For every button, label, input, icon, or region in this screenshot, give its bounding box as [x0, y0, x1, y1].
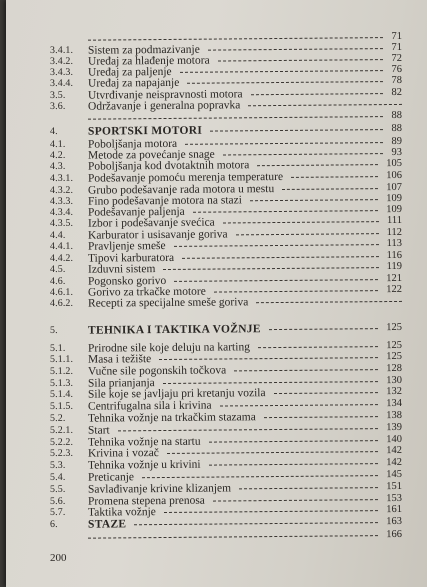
- toc-entry-number: 5.1.2.: [49, 365, 74, 377]
- toc-leader-dashes: [210, 129, 383, 132]
- toc-entry-title: Masa i težište: [87, 353, 152, 366]
- toc-entry-title: Vučne sile pogonskih točkova: [87, 364, 227, 378]
- toc-entry-title: Izbor i podešavanje svećica: [87, 216, 215, 230]
- toc-leader-dashes: [182, 256, 379, 259]
- page-number: 200: [50, 552, 67, 564]
- toc-entry-title: Recepti za specijalne smeše goriva: [87, 296, 249, 310]
- toc-entry-number: 5.2.1.: [49, 424, 74, 436]
- toc-entry-page: 166: [386, 528, 403, 541]
- toc-entry-title: Utvrđivanje neispravnosti motora: [87, 88, 243, 102]
- toc-leader-dashes: [220, 404, 378, 406]
- toc-entry-page: 105: [386, 157, 403, 170]
- toc-entry-number: 5.5.: [49, 483, 66, 495]
- toc-entry-title: Gorivo za trkačke motore: [87, 285, 206, 299]
- toc-entry-title: Grubo podešavanje rada motora u mestu: [87, 183, 275, 197]
- toc-leader-dashes: [88, 37, 383, 41]
- toc-leader-dashes: [223, 153, 383, 155]
- toc-entry-page: 113: [386, 237, 403, 250]
- toc-entry-number: 5.4.: [49, 471, 66, 483]
- toc-leader-dashes: [234, 369, 378, 371]
- toc-entry-page: 125: [386, 321, 403, 334]
- toc-entry-number: 6.: [49, 518, 58, 530]
- toc-entry-number: 3.5.: [49, 89, 66, 101]
- toc-section-heading: [50, 321, 402, 338]
- toc-entry-title: TEHNIKA I TAKTIKA VOŽNJE: [87, 323, 261, 337]
- toc-leader-dashes: [257, 164, 378, 166]
- toc-entry-page: 142: [386, 456, 403, 469]
- toc-entry-title: Tehnika vožnje na startu: [87, 435, 201, 449]
- toc-entry-page: 122: [386, 283, 403, 296]
- toc-entry-page: 119: [386, 260, 403, 273]
- toc-entry-number: 5.1.5.: [49, 400, 74, 412]
- toc-entry-page: 142: [386, 444, 403, 457]
- toc-leader-dashes: [269, 328, 378, 330]
- toc-entry-title: Preticanje: [87, 471, 135, 484]
- toc-leader-dashes: [185, 142, 383, 145]
- toc-entry-number: 4.3.1.: [49, 172, 74, 184]
- toc-leader-dashes: [218, 59, 383, 61]
- toc-entry-title: SPORTSKI MOTORI: [87, 124, 203, 138]
- toc-leader-dashes: [282, 188, 378, 190]
- toc-entry-number: 4.6.: [49, 275, 66, 287]
- toc-entry-number: 3.4.4.: [49, 77, 74, 89]
- toc-entry-page: 140: [386, 433, 403, 446]
- toc-leader-dashes: [239, 487, 378, 489]
- toc-leader-dashes: [291, 176, 378, 178]
- toc-entry-page: 111: [386, 214, 403, 227]
- toc-entry-number: 5.3.: [49, 459, 66, 471]
- toc-entry-number: 5.1.: [49, 342, 66, 354]
- toc-leader-dashes: [213, 499, 378, 501]
- toc-entry-page: 145: [386, 468, 403, 481]
- toc-entry-page: 139: [386, 421, 403, 434]
- toc-entry-title: Pravljenje smeše: [87, 239, 166, 253]
- toc-entry-page: 82: [391, 86, 403, 99]
- toc-entry-page: 161: [386, 503, 403, 516]
- toc-entry-title: Fino podešavanje motora na stazi: [87, 194, 242, 208]
- toc-leader-dashes: [88, 116, 383, 120]
- toc-entry-page: 130: [386, 374, 403, 387]
- toc-entry-page: 125: [386, 350, 403, 363]
- toc-entry-page: 125: [386, 339, 403, 352]
- toc-entry-page: 106: [386, 169, 403, 182]
- toc-entry-number: 4.4.2.: [49, 252, 74, 264]
- toc-leader-dashes: [164, 510, 378, 513]
- toc-entry-page: 109: [386, 203, 403, 216]
- toc-entry-title: Poboljšanja kod dvotaktnih motora: [87, 159, 250, 173]
- toc-leader-dashes: [193, 210, 378, 213]
- toc-entry-page: 93: [391, 146, 403, 159]
- toc-leader-dashes: [174, 279, 378, 282]
- toc-entry-number: 4.: [49, 125, 58, 137]
- toc-entry-title: Taktika vožnje: [87, 506, 156, 519]
- toc-entry-page: 128: [386, 362, 403, 375]
- toc-entry-number: 5.7.: [49, 506, 66, 518]
- toc-entry-number: 5.1.1.: [49, 353, 74, 365]
- toc-entry-page: 71: [391, 41, 403, 54]
- toc-leader-dashes: [174, 244, 379, 247]
- toc-entry-title: Start: [87, 424, 110, 437]
- toc-entry-title: Tipovi karburatora: [87, 251, 175, 265]
- toc-entry-number: 3.6.: [49, 100, 66, 112]
- toc-entry-page: 78: [391, 74, 403, 87]
- toc-entry-number: 3.4.3.: [49, 66, 74, 78]
- toc-entry-number: 4.4.1.: [49, 240, 74, 252]
- toc-entry-page: 88: [391, 109, 403, 122]
- toc-entry-title: Prirodne sile koje deluju na karting: [87, 341, 250, 355]
- toc-entry-number: 3.4.2.: [49, 55, 74, 67]
- toc-entry-title: Metode za povećanje snage: [87, 148, 215, 162]
- toc-entry-number: 4.2.: [49, 149, 66, 161]
- toc-leader-dashes: [274, 392, 378, 394]
- toc-entry-title: Poboljšanja motora: [87, 137, 178, 151]
- toc-leader-dashes: [208, 48, 383, 51]
- toc-leader-dashes: [118, 428, 378, 431]
- toc-entry-page: 116: [386, 249, 403, 262]
- toc-leader-dashes: [180, 70, 383, 73]
- toc-entry-title: Centrifugalna sila i krivina: [87, 399, 212, 413]
- toc-entry-number: 4.3.5.: [49, 217, 74, 229]
- toc-leader-dashes: [167, 451, 378, 454]
- toc-entry-title: Savlađivanje krivine klizanjem: [87, 482, 232, 496]
- toc-entry-number: 4.6.1.: [49, 286, 74, 298]
- toc-leader-dashes: [264, 416, 378, 418]
- toc-leader-dashes: [142, 475, 378, 478]
- toc-leader-dashes: [209, 440, 378, 442]
- toc-entry-title: Pogonsko gorivo: [87, 274, 167, 288]
- toc-entry-page: 72: [391, 52, 403, 65]
- toc-entry-number: 4.5.: [49, 263, 66, 275]
- toc-entry-title: Krivina i vozač: [87, 447, 159, 460]
- toc-entry: [50, 528, 402, 545]
- toc-entry-number: 5.2.: [49, 412, 66, 424]
- toc-leader-dashes: [214, 290, 378, 292]
- toc-entry-page: 76: [391, 63, 403, 76]
- toc-entry: [50, 294, 402, 311]
- toc-entry-title: Tehnika vožnje u krivini: [87, 458, 201, 472]
- toc-entry-number: 5.: [49, 324, 58, 336]
- toc-leader-dashes: [250, 199, 378, 201]
- toc-entry-number: 5.2.2.: [49, 436, 74, 448]
- toc-entry-page: 121: [386, 272, 403, 285]
- toc-entry-title: Sile koje se javljaju pri kretanju vozila: [87, 387, 266, 401]
- toc-entry-page: 163: [386, 515, 403, 528]
- toc-entry-title: Sistem za podmazivanje: [87, 43, 200, 57]
- toc-entry-page: 153: [386, 492, 403, 505]
- toc-entry-number: 4.3.: [49, 160, 66, 172]
- toc-entry-title: Izduvni sistem: [87, 263, 156, 276]
- toc-entry-page: 132: [386, 385, 403, 398]
- toc-entry-title: Promena stepena prenosa: [87, 494, 205, 508]
- book-page: [6, 0, 427, 587]
- toc-entry-number: 5.1.3.: [49, 377, 74, 389]
- toc-entry-number: 4.1.: [49, 138, 66, 150]
- toc-leader-dashes: [248, 104, 402, 106]
- toc-entry-number: 4.4.: [49, 229, 66, 241]
- toc-entry-title: Podešavanje paljenja: [87, 205, 185, 219]
- toc-leader-dashes: [236, 233, 379, 235]
- toc-leader-dashes: [258, 346, 378, 348]
- toc-entry-number: 5.1.4.: [49, 388, 74, 400]
- toc-entry-number: 5.2.3.: [49, 447, 74, 459]
- toc-leader-dashes: [88, 535, 378, 539]
- toc-leader-dashes: [159, 357, 378, 360]
- toc-leader-dashes: [134, 522, 378, 525]
- toc-entry-page: 89: [391, 135, 403, 148]
- toc-entry-page: 88: [391, 122, 403, 135]
- toc-entry-title: STAZE: [87, 518, 127, 531]
- toc-entry-page: 134: [386, 397, 403, 410]
- toc-entry-number: 4.3.2.: [49, 184, 74, 196]
- toc-entry-page: 109: [386, 192, 403, 205]
- toc-entry-number: 5.6.: [49, 495, 66, 507]
- toc-entry-title: Uređaj za hlađenje motora: [87, 54, 210, 68]
- toc-entry-title: Održavanje i generalna popravka: [87, 99, 241, 113]
- toc-leader-dashes: [163, 267, 379, 270]
- toc-entry-title: Sila prianjanja: [87, 377, 155, 390]
- toc-entry-title: Karburator i usisavanje goriva: [87, 228, 228, 242]
- toc-entry-number: 4.6.2.: [49, 297, 74, 309]
- toc-leader-dashes: [209, 463, 378, 465]
- toc-entry-title: Uređaj za napajanje: [87, 76, 180, 90]
- toc-leader-dashes: [256, 301, 402, 303]
- toc-entry-number: 3.4.1.: [49, 44, 74, 56]
- toc-leader-dashes: [251, 93, 383, 95]
- toc-entry-page: 107: [386, 181, 403, 194]
- toc-entry-page: 71: [391, 30, 403, 43]
- toc-leader-dashes: [187, 81, 383, 84]
- toc-entry-page: 138: [386, 409, 403, 422]
- toc-entry-page: 151: [386, 480, 403, 493]
- toc-entry-number: 4.3.3.: [49, 195, 74, 207]
- toc-entry-page: 112: [386, 226, 403, 239]
- toc-leader-dashes: [223, 221, 379, 223]
- toc-entry-number: 4.3.4.: [49, 206, 74, 218]
- toc-entry-title: Tehnika vožnje na trkačkim stazama: [87, 411, 256, 425]
- toc-leader-dashes: [163, 381, 378, 384]
- toc-entry-title: Uređaj za paljenje: [87, 65, 172, 79]
- toc-entry-title: Podešavanje pomoću merenja temperature: [87, 170, 284, 185]
